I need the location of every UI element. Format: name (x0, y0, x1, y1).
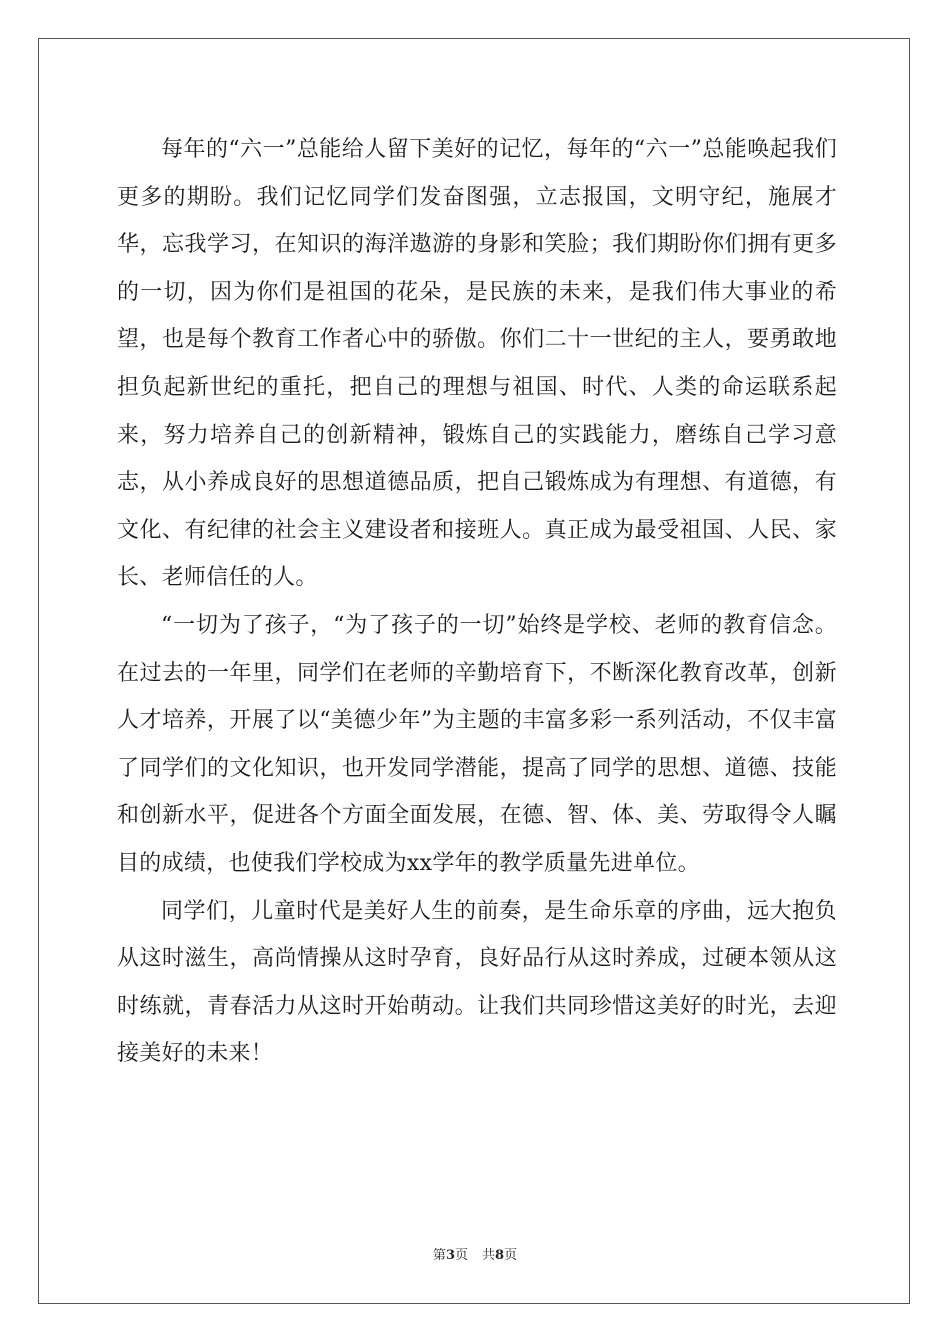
document-body (117, 126, 837, 1078)
footer-total-suffix: 页 (504, 1248, 518, 1263)
footer-page-prefix: 第 (432, 1248, 446, 1263)
footer-page-current: 3 (445, 1248, 455, 1263)
page-footer (0, 1244, 950, 1263)
footer-page-suffix: 页 (454, 1248, 468, 1263)
paragraph-3: 同学们，儿童时代是美好人生的前奏，是生命乐章的序曲，远大抱负从这时滋生，高尚情操从这时孕育，良好品行从这时养成，过硬本领从这时练就，青春活力从这时开始萌动。让我们共同珍惜这美好的时光，去迎接美好的未来！ (117, 898, 837, 1067)
paragraph-2: “一切为了孩子，“为了孩子的一切”始终是学校、老师的教育信念。在过去的一年里，同学们在老师的辛勤培育下，不断深化教育改革，创新人才培养，开展了以“美德少年”为主题的丰富多彩一系列活动，不仅丰富了同学们的文化知识，也开发同学潜能，提高了同学的思想、道德、技能和创新水平，促进各个方面全面发展，在德、智、体、美、劳取得令人瞩目的成绩，也使我们学校成为xx学年的教学质量先进单位。 (117, 612, 837, 876)
footer-page-total: 8 (495, 1248, 505, 1263)
paragraph-1: 每年的“六一”总能给人留下美好的记忆，每年的“六一”总能唤起我们更多的期盼。我们记忆同学们发奋图强，立志报国，文明守纪，施展才华，忘我学习，在知识的海洋遨游的身影和笑脸；我们期盼你们拥有更多的一切，因为你们是祖国的花朵，是民族的未来，是我们伟大事业的希望，也是每个教育工作者心中的骄傲。你们二十一世纪的主人，要勇敢地担负起新世纪的重托，把自己的理想与祖国、时代、人类的命运联系起来，努力培养自己的创新精神，锻炼自己的实践能力，磨练自己学习意志，从小养成良好的思想道德品质，把自己锻炼成为有理想、有道德，有文化、有纪律的社会主义建设者和接班人。真正成为最受祖国、人民、家长、老师信任的人。 (117, 137, 837, 591)
footer-total-prefix: 共 (482, 1248, 496, 1263)
